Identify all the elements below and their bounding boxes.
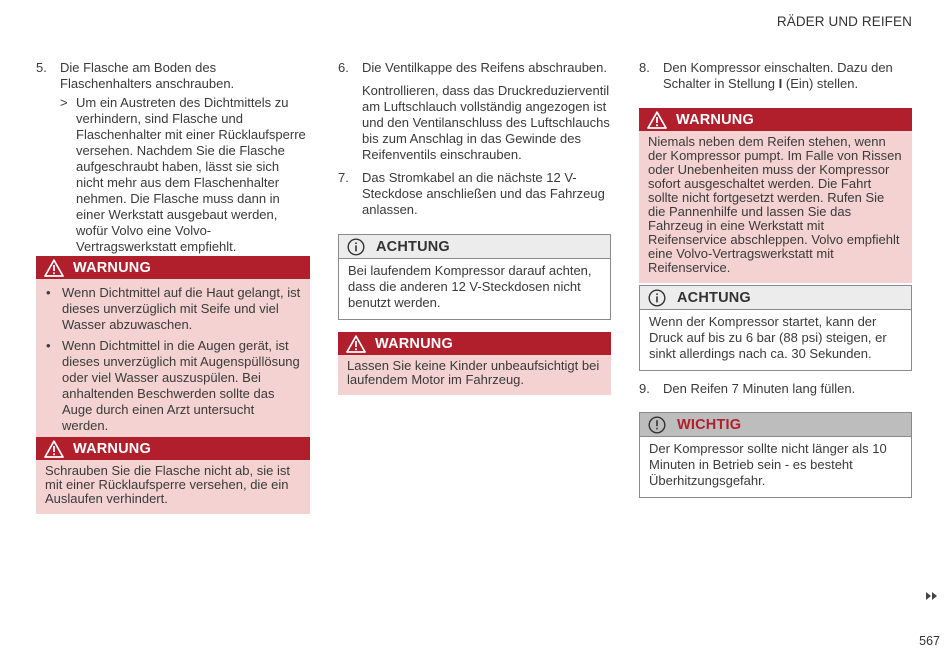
page-number: 567 [919,634,940,648]
bullet-dot: • [46,338,51,353]
step-number: 7. [338,170,349,185]
bullet-dot: • [46,285,51,300]
step-5 [36,60,310,92]
warning-title: WARNUNG [73,259,151,276]
warning-body: Lassen Sie keine Kinder unbeaufsichtigt bei laufendem Motor im Fahrzeug. [338,355,611,395]
step-9 [639,381,912,397]
warning-header [36,256,310,279]
section-title: RÄDER UND REIFEN [776,14,912,29]
bullet-text: Wenn Dichtmittel in die Augen gerät, ist dieses unverzüglich mit Augenspüllösung oder viel Wasser auszuspülen. Bei anhaltenden Beschwerden sollte das Auge durch einen Arzt untersucht werden. [62,338,300,433]
warning-triangle-icon [44,440,64,458]
step-text-part: Den Kompressor einschalten. Dazu den Schalter in Stellung [663,60,893,91]
warning-box-skin-eyes [36,256,310,442]
warning-body: Niemals neben dem Reifen stehen, wenn der Kompressor pumpt. Im Falle von Rissen oder Unebenheiten muss der Kompressor sofort ausgeschaltet werden. Die Fahrt sollte nicht fortgesetzt werden. Rufen Sie die Pannenhilfe und lassen Sie das Fahrzeug in eine Werkstatt mit Reifenservice abschleppen. Volvo empfiehlt eine Volvo-Vertragswerkstatt mit Reifenservice. [639,131,912,283]
double-chevron-right-icon [925,588,939,606]
warning-title: WARNUNG [676,111,754,128]
exclamation-circle-icon [648,416,668,434]
caution-box-sockets [338,234,611,320]
caution-header [339,235,610,259]
warning-body [36,279,310,442]
step-number: 5. [36,60,47,75]
column-2 [338,60,611,387]
step-text: Das Stromkabel an die nächste 12 V-Steckdose anschließen und das Fahrzeug anlassen. [362,170,605,217]
warning-triangle-icon [647,111,667,129]
step-8 [639,60,912,92]
warning-body: Schrauben Sie die Flasche nicht ab, sie ist mit einer Rücklaufsperre versehen, die ein Auslaufen verhindert. [36,460,310,514]
warning-title: WARNUNG [73,440,151,457]
column-3 [639,60,912,488]
step-number: 6. [338,60,349,75]
important-body: Der Kompressor sollte nicht länger als 10 Minuten in Betrieb sein - es besteht Überhitzungsgefahr. [649,441,887,488]
step-6-paragraph: Kontrollieren, dass das Druckreduzierventil am Luftschlauch vollständig angezogen ist und den Ventilanschluss des Luftschlauchs bis zum Anschlag in das Gewinde des Reifenventils einschrauben. [362,83,610,162]
bullet-item [45,285,301,333]
substep-text: Um ein Austreten des Dichtmittels zu verhindern, sind Flasche und Flaschenhalter mit einer Rücklaufsperre versehen. Nachdem Sie die Flasche aufgeschraubt haben, lässt sie sich nicht mehr aus dem Flaschenhalter nehmen. Die Flasche muss dann in einer Werkstatt ausgebaut werden, wofür Volvo eine Volvo-Vertragswerkstatt empfiehlt. [76,95,306,254]
warning-header [338,332,611,355]
step-number: 8. [639,60,650,75]
step-text-part: (Ein) stellen. [782,76,859,91]
warning-header [639,108,912,131]
caution-body: Bei laufendem Kompressor darauf achten, dass die anderen 12 V-Steckdosen nicht benutzt werden. [348,263,592,310]
caution-title: ACHTUNG [376,238,450,255]
step-number: 9. [639,381,650,396]
info-circle-icon [347,238,367,256]
step-6 [338,60,611,76]
step-text: Den Reifen 7 Minuten lang füllen. [663,381,856,396]
warning-box-compressor [639,108,912,283]
switch-position-label: I [778,76,783,91]
step-text: Die Ventilkappe des Reifens abschrauben. [362,60,607,75]
warning-box-children [338,332,611,395]
warning-box-bottle [36,437,310,514]
important-header [640,413,911,437]
column-1 [36,60,310,506]
info-circle-icon [648,289,668,307]
important-box-overheat [639,412,912,498]
caution-box-pressure [639,285,912,371]
next-page-button[interactable] [925,588,939,606]
caution-body: Wenn der Kompressor startet, kann der Druck auf bis zu 6 bar (88 psi) steigen, er sinkt allerdings nach ca. 30 Sekunden. [649,314,887,361]
warning-header [36,437,310,460]
caution-title: ACHTUNG [677,289,751,306]
important-title: WICHTIG [677,416,742,433]
bullet-text: Wenn Dichtmittel auf die Haut gelangt, ist dieses unverzüglich mit Seife und viel Wasser abzuwaschen. [62,285,301,332]
warning-triangle-icon [346,335,366,353]
substep-arrow: > [60,95,68,110]
step-7 [338,170,611,218]
step-text: Die Flasche am Boden des Flaschenhalters anschrauben. [60,60,235,91]
step-5-substep [36,95,310,255]
warning-title: WARNUNG [375,335,453,352]
step-text [663,60,912,92]
warning-triangle-icon [44,259,64,277]
bullet-item [45,338,301,434]
caution-header [640,286,911,310]
